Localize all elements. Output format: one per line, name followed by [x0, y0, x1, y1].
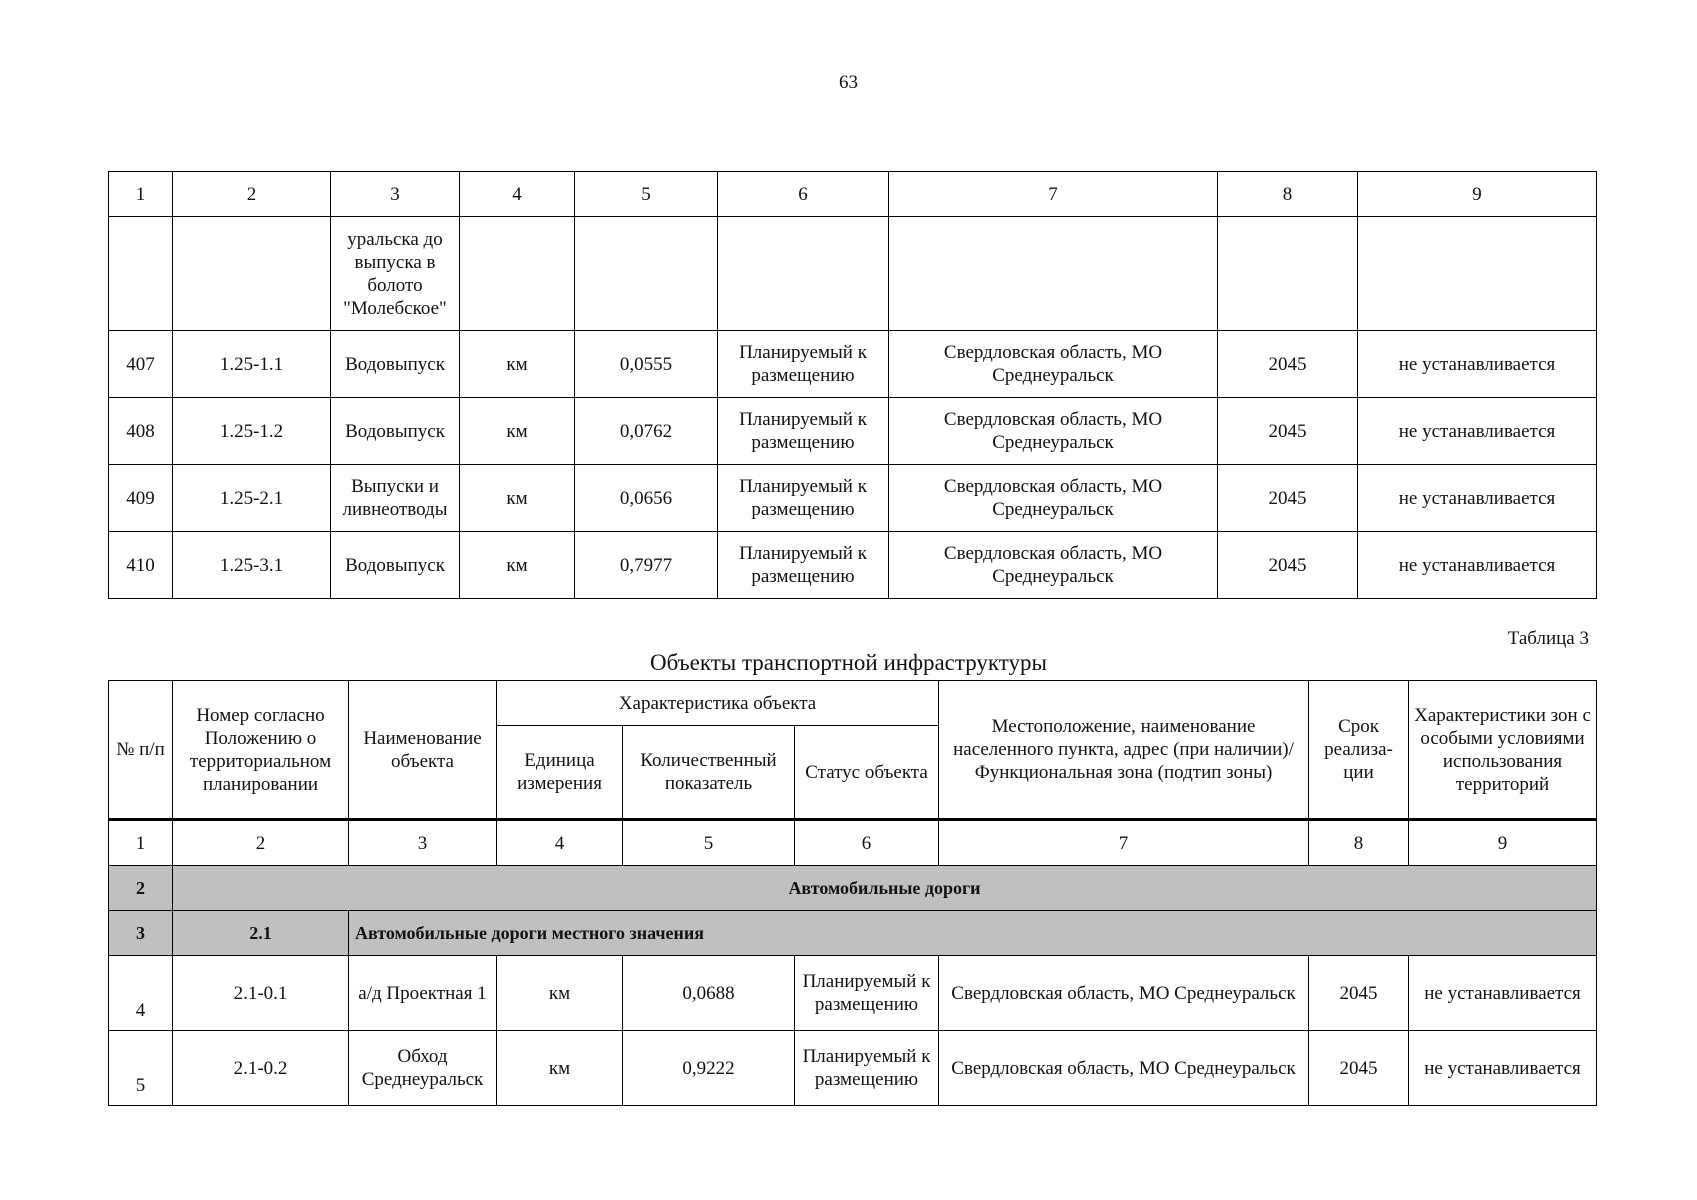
table-cell: Планируемый к размещению	[795, 956, 939, 1031]
table-cell: Водовыпуск	[331, 331, 460, 398]
table-cell: км	[460, 532, 575, 599]
table-cell: 2.1-0.2	[173, 1031, 349, 1106]
table-cell: Свердловская область, МО Среднеуральск	[889, 532, 1218, 599]
table-cell: Планируемый к размещению	[718, 532, 889, 599]
table-cell: 410	[109, 532, 173, 599]
column-number: 6	[718, 172, 889, 217]
table-cell	[460, 217, 575, 331]
header-num: № п/п	[109, 681, 173, 820]
column-number: 8	[1218, 172, 1358, 217]
table-cell: Свердловская область, МО Среднеуральск	[939, 1031, 1309, 1106]
column-number: 7	[889, 172, 1218, 217]
header-term: Срок реализа-ции	[1309, 681, 1409, 820]
table-cell: 2045	[1218, 331, 1358, 398]
column-number: 7	[939, 820, 1309, 866]
column-number: 6	[795, 820, 939, 866]
column-number: 9	[1409, 820, 1597, 866]
table-cell: 408	[109, 398, 173, 465]
header-zones: Характеристики зон с особыми условиями использования территорий	[1409, 681, 1597, 820]
table-cell: 5	[109, 1031, 173, 1106]
table-cell: км	[497, 956, 623, 1031]
table-cell: 1.25-1.2	[173, 398, 331, 465]
column-number: 1	[109, 820, 173, 866]
section-num: 2	[109, 866, 173, 911]
table-cell: 2045	[1218, 465, 1358, 532]
table-cell: 0,0656	[575, 465, 718, 532]
table-cell: Водовыпуск	[331, 398, 460, 465]
column-number-row	[109, 820, 1597, 866]
table-cell: Свердловская область, МО Среднеуральск	[939, 956, 1309, 1031]
table-cell	[1218, 217, 1358, 331]
column-number: 4	[497, 820, 623, 866]
table-cell: 0,7977	[575, 532, 718, 599]
table-cell: Водовыпуск	[331, 532, 460, 599]
table-cell: 0,0688	[623, 956, 795, 1031]
table-cell: Свердловская область, МО Среднеуральск	[889, 331, 1218, 398]
table-cell: Свердловская область, МО Среднеуральск	[889, 465, 1218, 532]
table-row	[109, 465, 1597, 532]
section-num: 3	[109, 911, 173, 956]
column-number: 3	[349, 820, 497, 866]
table-cell: Обход Среднеуральск	[349, 1031, 497, 1106]
table-cell: не устанавливается	[1409, 956, 1597, 1031]
table-cell: км	[460, 465, 575, 532]
table-cell: Планируемый к размещению	[718, 398, 889, 465]
table-cell: не устанавливается	[1358, 331, 1597, 398]
table-cell: не устанавливается	[1409, 1031, 1597, 1106]
column-number: 3	[331, 172, 460, 217]
table-cell: Планируемый к размещению	[718, 465, 889, 532]
table-row	[109, 331, 1597, 398]
table-row	[109, 532, 1597, 599]
table-cell: 2045	[1218, 532, 1358, 599]
table-cell: Выпуски и ливнеотводы	[331, 465, 460, 532]
table-cell: км	[460, 398, 575, 465]
section-row-roads	[109, 866, 1597, 911]
section-row-local-roads	[109, 911, 1597, 956]
header-characteristic: Характеристика объекта	[497, 681, 939, 726]
header-status: Статус объекта	[795, 726, 939, 820]
table-row	[109, 398, 1597, 465]
table-cell: 1.25-2.1	[173, 465, 331, 532]
table-cell	[575, 217, 718, 331]
table-cell: 0,9222	[623, 1031, 795, 1106]
table-cell	[173, 217, 331, 331]
table-cell: 0,0555	[575, 331, 718, 398]
table-cell: 1.25-3.1	[173, 532, 331, 599]
column-number: 5	[575, 172, 718, 217]
header-name: Наименование объекта	[349, 681, 497, 820]
section-title: Автомобильные дороги	[173, 866, 1597, 911]
table-cell: уральска до выпуска в болото "Молебское"	[331, 217, 460, 331]
column-number: 9	[1358, 172, 1597, 217]
table-cell: 1.25-1.1	[173, 331, 331, 398]
table-cell	[718, 217, 889, 331]
table-cell: Планируемый к размещению	[718, 331, 889, 398]
table-cell: не устанавливается	[1358, 465, 1597, 532]
table-cell: 2045	[1309, 1031, 1409, 1106]
column-number-row	[109, 172, 1597, 217]
table-cell: 407	[109, 331, 173, 398]
table-cell: 4	[109, 956, 173, 1031]
table-cell: не устанавливается	[1358, 398, 1597, 465]
table-cell: 0,0762	[575, 398, 718, 465]
header-quantity: Количественный показатель	[623, 726, 795, 820]
header-location: Местоположение, наименование населенного пункта, адрес (при наличии)/ Функциональная зона (подтип зоны)	[939, 681, 1309, 820]
continuation-row	[109, 217, 1597, 331]
column-number: 2	[173, 820, 349, 866]
column-number: 2	[173, 172, 331, 217]
table-cell: Свердловская область, МО Среднеуральск	[889, 398, 1218, 465]
table-cell: 409	[109, 465, 173, 532]
column-number: 8	[1309, 820, 1409, 866]
table-cell	[109, 217, 173, 331]
section-code: 2.1	[173, 911, 349, 956]
table-cell: Планируемый к размещению	[795, 1031, 939, 1106]
table-cell: а/д Проектная 1	[349, 956, 497, 1031]
table-cell	[1358, 217, 1597, 331]
table-cell: 2.1-0.1	[173, 956, 349, 1031]
column-number: 1	[109, 172, 173, 217]
table-cell: км	[497, 1031, 623, 1106]
header-row	[109, 681, 1597, 726]
table-cell: не устанавливается	[1358, 532, 1597, 599]
page-number: 63	[839, 72, 858, 93]
header-position-number: Номер согласно Положению о территориальном планировании	[173, 681, 349, 820]
table-row	[109, 1031, 1597, 1106]
transport-infrastructure-table	[108, 680, 1597, 1106]
table-row	[109, 956, 1597, 1031]
table-cell: 2045	[1218, 398, 1358, 465]
table-label: Таблица 3	[1507, 628, 1589, 649]
table-cell: 2045	[1309, 956, 1409, 1031]
section-title: Автомобильные дороги местного значения	[349, 911, 1597, 956]
table-cell	[889, 217, 1218, 331]
water-objects-table-continuation	[108, 171, 1597, 599]
column-number: 4	[460, 172, 575, 217]
table-cell: км	[460, 331, 575, 398]
column-number: 5	[623, 820, 795, 866]
table-title: Объекты транспортной инфраструктуры	[650, 650, 1047, 675]
header-unit: Единица измерения	[497, 726, 623, 820]
